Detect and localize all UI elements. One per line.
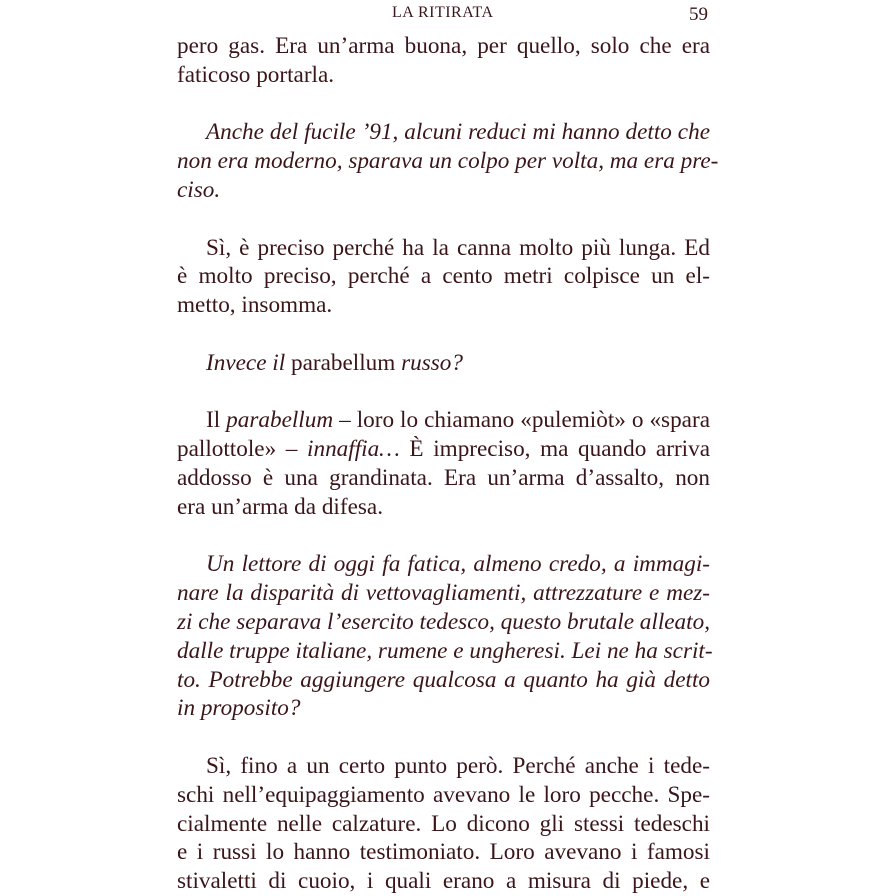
text-line: metto, insomma. bbox=[177, 292, 333, 319]
text-line: faticoso portarla. bbox=[177, 61, 335, 88]
question-line: Un lettore di oggi fa fatica, almeno credo, a immagi- bbox=[206, 551, 710, 578]
question-fragment: Invece il bbox=[206, 349, 291, 376]
text-line: addosso è una grandinata. Era un’arma d’assalto, non bbox=[177, 464, 710, 491]
question-line: non era moderno, sparava un colpo per volta, ma era pre- bbox=[177, 148, 719, 175]
text-fragment-italic: innaffia… bbox=[307, 436, 400, 463]
text-fragment: pallottole» – bbox=[177, 436, 308, 463]
running-title: LA RITIRATA bbox=[392, 4, 494, 21]
text-line: è molto preciso, perché a cento metri colpisce un el- bbox=[177, 263, 710, 290]
question-line: in proposito? bbox=[177, 695, 301, 722]
text-line: Sì, è preciso perché ha la canna molto più lunga. Ed bbox=[206, 234, 710, 261]
text-line bbox=[177, 435, 710, 464]
question-line: Anche del fucile ’91, alcuni reduci mi hanno detto che bbox=[206, 119, 710, 146]
question-line: ciso. bbox=[177, 176, 221, 203]
text-line: Sì, fino a un certo punto però. Perché anche i tede- bbox=[206, 752, 710, 779]
question-line: to. Potrebbe aggiungere qualcosa a quanto ha già detto bbox=[177, 666, 710, 693]
text-fragment: – loro lo chiamano «pulemiòt» o «spara bbox=[333, 407, 710, 434]
text-line: era un’arma da difesa. bbox=[177, 493, 383, 520]
text-fragment: È impreciso, ma quando arriva bbox=[399, 436, 710, 463]
text-line: stivaletti di cuoio, i quali erano a misura di piede, e bbox=[177, 868, 710, 895]
text-line bbox=[177, 406, 710, 435]
page-number: 59 bbox=[689, 4, 708, 25]
question-fragment-roman: parabellum bbox=[290, 349, 396, 376]
question-line: zi che separava l’esercito tedesco, questo brutale alleato, bbox=[177, 608, 710, 635]
text-fragment-italic: parabellum bbox=[226, 407, 334, 434]
question-line: nare la disparità di vettovagliamenti, attrezzature e mez- bbox=[177, 580, 710, 607]
text-line: schi nell’equipaggiamento avevano le loro pecche. Spe- bbox=[177, 781, 710, 808]
text-line: cialmente nelle calzature. Lo dicono gli stessi tedeschi bbox=[177, 810, 710, 837]
text-line: pero gas. Era un’arma buona, per quello, solo che era bbox=[177, 33, 710, 59]
question-fragment: russo? bbox=[395, 349, 463, 376]
body-text bbox=[177, 32, 719, 896]
text-line: e i russi lo hanno testimoniato. Loro avevano i famosi bbox=[177, 839, 710, 866]
text-fragment: Il bbox=[206, 407, 227, 434]
question-line: dalle truppe italiane, rumene e ungheresi. Lei ne ha scrit- bbox=[177, 637, 713, 664]
question-line bbox=[177, 349, 710, 378]
